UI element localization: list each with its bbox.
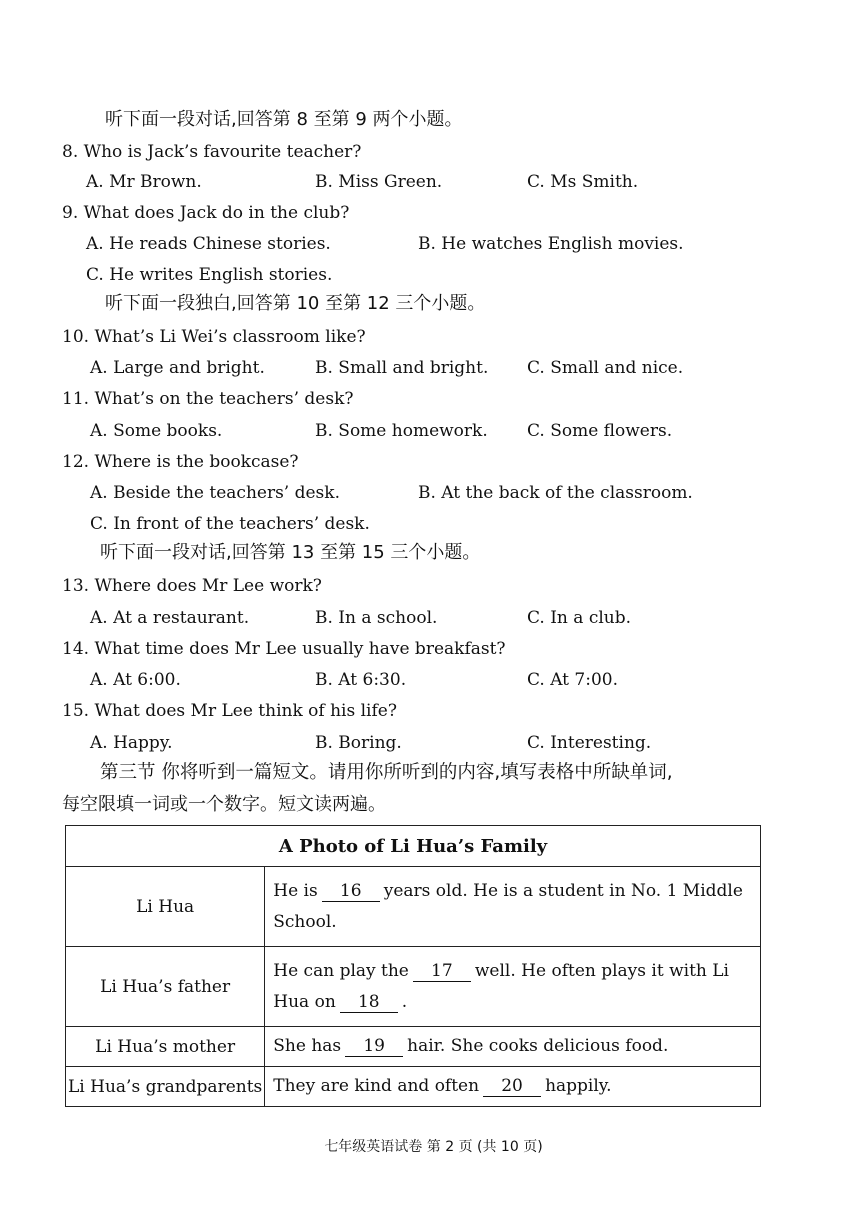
row-description bbox=[265, 947, 761, 1027]
listening-instruction-13-15: 听下面一段对话,回答第 13 至第 15 三个小题。 bbox=[100, 542, 481, 563]
q12-option-c: C. In front of the teachers’ desk. bbox=[90, 514, 370, 534]
q8-option-b: B. Miss Green. bbox=[315, 172, 443, 192]
blank-19[interactable]: 19 bbox=[345, 1036, 403, 1057]
row-text: well. He often plays it with Li Hua on bbox=[273, 960, 729, 1012]
question-13: 13. Where does Mr Lee work? bbox=[62, 576, 322, 596]
q12-option-b: B. At the back of the classroom. bbox=[418, 483, 693, 503]
q9-option-b: B. He watches English movies. bbox=[418, 234, 684, 254]
question-12: 12. Where is the bookcase? bbox=[62, 452, 299, 472]
q8-option-c: C. Ms Smith. bbox=[527, 172, 639, 192]
row-text: years old. He is a student in No. 1 Middle School. bbox=[273, 880, 743, 932]
blank-17[interactable]: 17 bbox=[413, 961, 471, 982]
row-text: He can play the bbox=[273, 960, 409, 981]
row-text: She has bbox=[273, 1036, 342, 1056]
question-14: 14. What time does Mr Lee usually have breakfast? bbox=[62, 639, 506, 659]
row-text: He is bbox=[273, 880, 318, 901]
q11-option-b: B. Some homework. bbox=[315, 421, 488, 441]
question-11: 11. What’s on the teachers’ desk? bbox=[62, 389, 354, 409]
blank-20[interactable]: 20 bbox=[483, 1076, 541, 1097]
row-description bbox=[265, 1027, 761, 1067]
question-15: 15. What does Mr Lee think of his life? bbox=[62, 701, 397, 721]
q13-option-b: B. In a school. bbox=[315, 608, 438, 628]
q15-option-b: B. Boring. bbox=[315, 733, 402, 753]
page-footer: 七年级英语试卷 第 2 页 (共 10 页) bbox=[324, 1139, 543, 1155]
q9-option-c: C. He writes English stories. bbox=[86, 265, 333, 285]
q10-option-c: C. Small and nice. bbox=[527, 358, 684, 378]
q15-option-c: C. Interesting. bbox=[527, 733, 652, 753]
q10-option-a: A. Large and bright. bbox=[90, 358, 265, 378]
table-row bbox=[66, 1027, 761, 1067]
q13-option-c: C. In a club. bbox=[527, 608, 632, 628]
row-person: Li Hua bbox=[66, 867, 265, 947]
row-person: Li Hua’s grandparents bbox=[66, 1067, 265, 1107]
q14-option-a: A. At 6:00. bbox=[90, 670, 181, 690]
listening-instruction-8-9: 听下面一段对话,回答第 8 至第 9 两个小题。 bbox=[105, 109, 463, 130]
section-3-instruction-line1: 第三节 你将听到一篇短文。请用你所听到的内容,填写表格中所缺单词, bbox=[100, 762, 673, 783]
section-3-instruction-line2: 每空限填一词或一个数字。短文读两遍。 bbox=[62, 794, 386, 815]
q13-option-a: A. At a restaurant. bbox=[90, 608, 250, 628]
q8-option-a: A. Mr Brown. bbox=[86, 172, 202, 192]
q14-option-b: B. At 6:30. bbox=[315, 670, 407, 690]
q11-option-a: A. Some books. bbox=[90, 421, 223, 441]
row-text: happily. bbox=[545, 1076, 612, 1096]
table-row bbox=[66, 1067, 761, 1107]
q12-option-a: A. Beside the teachers’ desk. bbox=[90, 483, 340, 503]
row-description bbox=[265, 1067, 761, 1107]
row-person: Li Hua’s mother bbox=[66, 1027, 265, 1067]
row-person: Li Hua’s father bbox=[66, 947, 265, 1027]
table-row bbox=[66, 947, 761, 1027]
q9-option-a: A. He reads Chinese stories. bbox=[86, 234, 331, 254]
q15-option-a: A. Happy. bbox=[90, 733, 173, 753]
row-text: . bbox=[401, 991, 408, 1012]
q11-option-c: C. Some flowers. bbox=[527, 421, 673, 441]
blank-18[interactable]: 18 bbox=[340, 992, 398, 1013]
q10-option-b: B. Small and bright. bbox=[315, 358, 489, 378]
family-photo-table bbox=[65, 825, 761, 1107]
question-9: 9. What does Jack do in the club? bbox=[62, 203, 350, 223]
q14-option-c: C. At 7:00. bbox=[527, 670, 619, 690]
row-text: hair. She cooks delicious food. bbox=[407, 1036, 669, 1056]
blank-16[interactable]: 16 bbox=[322, 881, 380, 902]
listening-instruction-10-12: 听下面一段独白,回答第 10 至第 12 三个小题。 bbox=[105, 293, 486, 314]
table-title: A Photo of Li Hua’s Family bbox=[66, 826, 761, 867]
row-description bbox=[265, 867, 761, 947]
question-8: 8. Who is Jack’s favourite teacher? bbox=[62, 142, 362, 162]
row-text: They are kind and often bbox=[273, 1076, 480, 1096]
table-row bbox=[66, 867, 761, 947]
question-10: 10. What’s Li Wei’s classroom like? bbox=[62, 327, 366, 347]
